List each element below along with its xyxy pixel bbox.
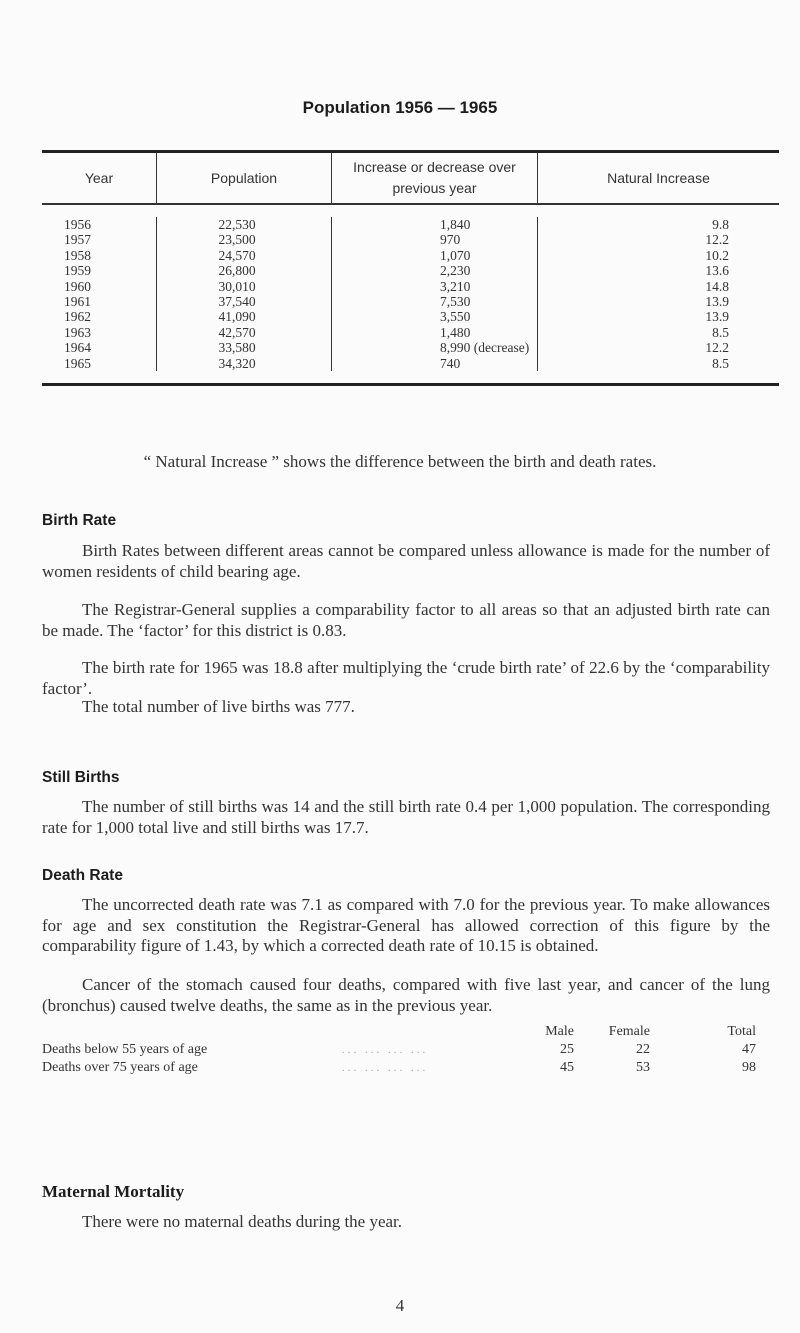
year-column bbox=[42, 217, 156, 371]
table-cell-population: 34,320 bbox=[218, 355, 256, 371]
header-population: Population bbox=[156, 153, 331, 203]
table-cell-population: 23,500 bbox=[218, 232, 256, 248]
still-births-paragraph: The number of still births was 14 and the still birth rate 0.4 per 1,000 population. The corresponding rate for 1,000 total live and still births was 17.7. bbox=[42, 797, 770, 837]
table-cell-population: 24,570 bbox=[218, 247, 256, 263]
table-body bbox=[42, 205, 779, 383]
table-cell-population: 37,540 bbox=[218, 293, 256, 309]
header-female: Female bbox=[608, 1024, 650, 1039]
birth-rate-paragraph-3: The birth rate for 1965 was 18.8 after multiplying the ‘crude birth rate’ of 22.6 by the ‘comparability factor’. bbox=[42, 658, 770, 698]
header-change: Increase or decrease over previous year bbox=[331, 153, 537, 203]
header-natural-increase: Natural Increase bbox=[537, 153, 779, 203]
table-cell-change: 740 bbox=[440, 355, 461, 371]
table-cell-change: 1,840 bbox=[440, 217, 471, 232]
header-total: Total bbox=[727, 1024, 756, 1039]
table-cell-natural: 8.5 bbox=[712, 324, 729, 340]
change-column bbox=[331, 217, 537, 371]
birth-rate-paragraph-1: Birth Rates between different areas cannot be compared unless allowance is made for the number of women residents of child bearing age. bbox=[42, 541, 770, 581]
natural-increase-note: “ Natural Increase ” shows the difference between the birth and death rates. bbox=[143, 452, 657, 471]
table-cell-year: 1959 bbox=[64, 263, 91, 279]
table-cell-change: 1,480 bbox=[440, 324, 471, 340]
leader-dots: ... ... ... ... bbox=[342, 1062, 429, 1074]
table-cell-population: 26,800 bbox=[218, 263, 256, 279]
table-row bbox=[42, 1041, 756, 1059]
table-cell-natural: 13.6 bbox=[705, 263, 729, 279]
table-cell-population: 42,570 bbox=[218, 324, 256, 340]
population-table bbox=[42, 150, 779, 386]
table-cell-year: 1960 bbox=[64, 278, 91, 294]
table-cell-year: 1965 bbox=[64, 355, 91, 371]
table-cell-year: 1964 bbox=[64, 340, 91, 356]
death-rate-paragraph-1: The uncorrected death rate was 7.1 as compared with 7.0 for the previous year. To make allowances for age and sex constitution the Registrar-General has allowed correction of this figure by the comparability figure of 1.43, by which a corrected death rate of 10.15 is obtained. bbox=[42, 895, 770, 955]
page-title: Population 1956 — 1965 bbox=[302, 98, 498, 117]
total-value: 47 bbox=[742, 1042, 756, 1057]
table-cell-natural: 9.8 bbox=[712, 217, 729, 232]
male-value: 25 bbox=[560, 1042, 574, 1057]
population-column bbox=[156, 217, 331, 371]
female-value: 53 bbox=[636, 1060, 650, 1075]
table-cell-year: 1956 bbox=[64, 217, 91, 232]
table-cell-year: 1963 bbox=[64, 324, 91, 340]
table-cell-natural: 12.2 bbox=[705, 340, 729, 356]
deaths-table-header bbox=[42, 1023, 756, 1041]
table-cell-year: 1961 bbox=[64, 293, 91, 309]
table-cell-natural: 14.8 bbox=[705, 278, 729, 294]
natural-increase-column bbox=[537, 217, 779, 371]
table-cell-year: 1962 bbox=[64, 309, 91, 325]
table-cell-natural: 10.2 bbox=[705, 247, 729, 263]
table-cell-change: 7,530 bbox=[440, 293, 471, 309]
leader-dots: ... ... ... ... bbox=[342, 1044, 429, 1056]
table-row bbox=[42, 1059, 756, 1077]
maternal-mortality-paragraph: There were no maternal deaths during the year. bbox=[82, 1212, 403, 1231]
table-cell-population: 33,580 bbox=[218, 340, 256, 356]
table-cell-change: 3,210 bbox=[440, 278, 471, 294]
female-value: 22 bbox=[636, 1042, 650, 1057]
table-cell-change: 970 bbox=[440, 232, 461, 248]
table-cell-population: 41,090 bbox=[218, 309, 256, 325]
page-number: 4 bbox=[395, 1296, 405, 1315]
table-cell-natural: 12.2 bbox=[705, 232, 729, 248]
row-label: Deaths over 75 years of age bbox=[42, 1060, 198, 1075]
row-label: Deaths below 55 years of age bbox=[42, 1042, 208, 1057]
table-cell-population: 22,530 bbox=[218, 217, 256, 232]
total-value: 98 bbox=[742, 1060, 756, 1075]
still-births-heading: Still Births bbox=[42, 769, 120, 786]
table-cell-change: 1,070 bbox=[440, 247, 471, 263]
table-cell-year: 1957 bbox=[64, 232, 91, 248]
table-cell-change: 3,550 bbox=[440, 309, 471, 325]
table-cell-natural: 8.5 bbox=[712, 355, 729, 371]
header-male: Male bbox=[545, 1024, 574, 1039]
table-cell-population: 30,010 bbox=[218, 278, 256, 294]
male-value: 45 bbox=[560, 1060, 574, 1075]
table-cell-natural: 13.9 bbox=[705, 293, 729, 309]
birth-rate-paragraph-2: The Registrar-General supplies a comparability factor to all areas so that an adjusted birth rate can be made. The ‘factor’ for this district is 0.83. bbox=[42, 600, 770, 640]
deaths-age-table bbox=[42, 1023, 756, 1077]
death-rate-heading: Death Rate bbox=[42, 867, 123, 884]
table-cell-year: 1958 bbox=[64, 247, 91, 263]
table-cell-change: 2,230 bbox=[440, 263, 471, 279]
maternal-mortality-heading: Maternal Mortality bbox=[42, 1182, 185, 1201]
birth-rate-heading: Birth Rate bbox=[42, 512, 117, 529]
birth-rate-paragraph-4: The total number of live births was 777. bbox=[82, 697, 355, 716]
header-year: Year bbox=[84, 169, 114, 186]
table-cell-change: 8,990 (decrease) bbox=[440, 340, 530, 356]
death-rate-paragraph-2: Cancer of the stomach caused four deaths, compared with five last year, and cancer of the lung (bronchus) caused twelve deaths, the same as in the previous year. bbox=[42, 975, 770, 1015]
table-cell-natural: 13.9 bbox=[705, 309, 729, 325]
table-header bbox=[42, 153, 779, 205]
